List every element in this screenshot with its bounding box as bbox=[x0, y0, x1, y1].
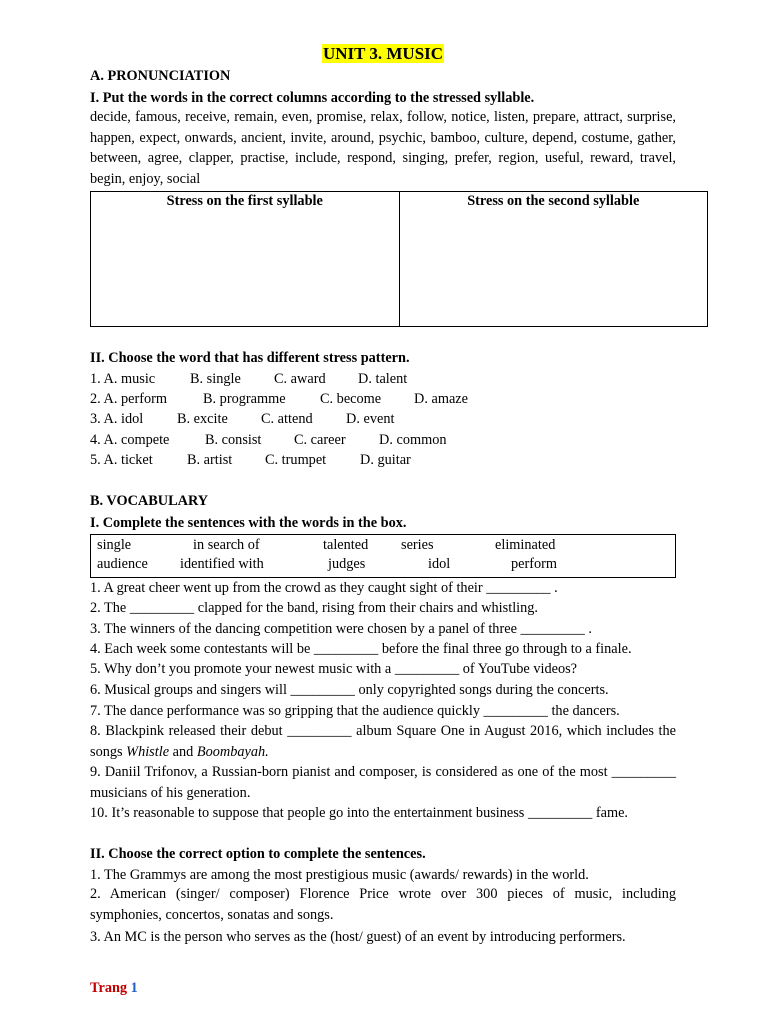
sentence-8-and: and bbox=[169, 743, 197, 760]
stress-first-column bbox=[91, 192, 399, 326]
box-word: talented bbox=[323, 537, 369, 553]
box-word: in search of bbox=[193, 537, 260, 553]
option: B. consist bbox=[205, 432, 262, 448]
sentence-8-text: 8. Blackpink released their debut _________ album Square One in August 2016, which includes the songs bbox=[90, 723, 676, 760]
option: 4. A. compete bbox=[90, 432, 170, 448]
question-row bbox=[90, 431, 447, 449]
box-word: series bbox=[401, 537, 434, 553]
sentence: 7. The dance performance was so gripping that the audience quickly _________ the dancers. bbox=[90, 703, 620, 719]
option: 5. A. ticket bbox=[90, 452, 153, 468]
box-word: single bbox=[97, 537, 132, 553]
option: C. award bbox=[274, 371, 326, 387]
option: 1. A. music bbox=[90, 371, 156, 387]
option: D. amaze bbox=[414, 391, 468, 407]
song-title: Whistle bbox=[126, 743, 170, 760]
option: D. guitar bbox=[360, 452, 411, 468]
option: D. event bbox=[346, 411, 395, 427]
unit-title-wrap bbox=[90, 44, 676, 64]
option: 2. A. perform bbox=[90, 391, 168, 407]
sentence: 1. A great cheer went up from the crowd as they caught sight of their _________ . bbox=[90, 580, 558, 596]
stress-second-header: Stress on the second syllable bbox=[467, 193, 640, 209]
option-sentence: 2. American (singer/ composer) Florence Price wrote over 300 pieces of music, including symphonies, concertos, sonatas and songs. bbox=[90, 886, 676, 923]
sentence: 2. The _________ clapped for the band, rising from their chairs and whistling. bbox=[90, 600, 539, 616]
option: B. excite bbox=[177, 411, 228, 427]
sentence: 3. The winners of the dancing competition were chosen by a panel of three _________ . bbox=[90, 621, 592, 637]
vocab-part1-instruction: I. Complete the sentences with the words in the box. bbox=[90, 515, 407, 531]
page-label: Trang bbox=[90, 980, 128, 996]
box-word: eliminated bbox=[495, 537, 556, 553]
option: B. artist bbox=[187, 452, 233, 468]
vocab-part2-instruction: II. Choose the correct option to complete the sentences. bbox=[90, 846, 426, 862]
question-row bbox=[90, 451, 411, 469]
part2-instruction: II. Choose the word that has different stress pattern. bbox=[90, 350, 410, 366]
song-title: Boombayah. bbox=[196, 743, 269, 760]
page-number: 1 bbox=[130, 980, 138, 996]
stress-first-header: Stress on the first syllable bbox=[166, 193, 323, 209]
part1-instruction: I. Put the words in the correct columns according to the stressed syllable. bbox=[90, 90, 535, 106]
box-word: audience bbox=[97, 556, 148, 572]
option: C. become bbox=[320, 391, 382, 407]
sentence: 6. Musical groups and singers will _________ only copyrighted songs during the concerts. bbox=[90, 682, 609, 698]
word-box bbox=[90, 534, 676, 578]
option: 3. A. idol bbox=[90, 411, 144, 427]
option: B. programme bbox=[203, 391, 286, 407]
stress-second-column bbox=[399, 192, 708, 326]
box-word: judges bbox=[328, 556, 366, 572]
unit-title: UNIT 3. MUSIC bbox=[322, 44, 444, 63]
question-row bbox=[90, 390, 468, 408]
page-footer bbox=[90, 980, 138, 997]
option-sentence: 3. An MC is the person who serves as the (host/ guest) of an event by introducing performers. bbox=[90, 929, 626, 945]
box-word: perform bbox=[511, 556, 558, 572]
stress-table bbox=[90, 191, 708, 327]
sentence-10: 10. It’s reasonable to suppose that people go into the entertainment business _________ fame. bbox=[90, 805, 629, 821]
option: B. single bbox=[190, 371, 241, 387]
box-word: idol bbox=[428, 556, 451, 572]
option-sentence: 1. The Grammys are among the most prestigious music (awards/ rewards) in the world. bbox=[90, 867, 589, 883]
question-row bbox=[90, 370, 407, 388]
sentence-8 bbox=[90, 721, 676, 762]
section-b-heading: B. VOCABULARY bbox=[90, 493, 209, 509]
word-list: decide, famous, receive, remain, even, promise, relax, follow, notice, listen, prepare, attract, surprise, happen, expect, onwards, ancient, invite, around, psychic, bamboo, culture, depend, costume, gather, between, agree, clapper, practise, include, respond, singing, prefer, region, useful, reward, travel, begin, enjoy, social bbox=[90, 109, 676, 187]
question-row bbox=[90, 410, 394, 428]
sentence-9: 9. Daniil Trifonov, a Russian-born pianist and composer, is considered as one of the most _________ musicians of his generation. bbox=[90, 764, 676, 801]
option: D. common bbox=[379, 432, 447, 448]
sentence: 5. Why don’t you promote your newest music with a _________ of YouTube videos? bbox=[90, 661, 578, 677]
box-word: identified with bbox=[180, 556, 264, 572]
option: C. attend bbox=[261, 411, 313, 427]
sentence: 4. Each week some contestants will be _________ before the final three go through to a finale. bbox=[90, 641, 632, 657]
option: C. trumpet bbox=[265, 452, 327, 468]
section-a-heading: A. PRONUNCIATION bbox=[90, 68, 231, 84]
option: D. talent bbox=[358, 371, 408, 387]
option: C. career bbox=[294, 432, 346, 448]
